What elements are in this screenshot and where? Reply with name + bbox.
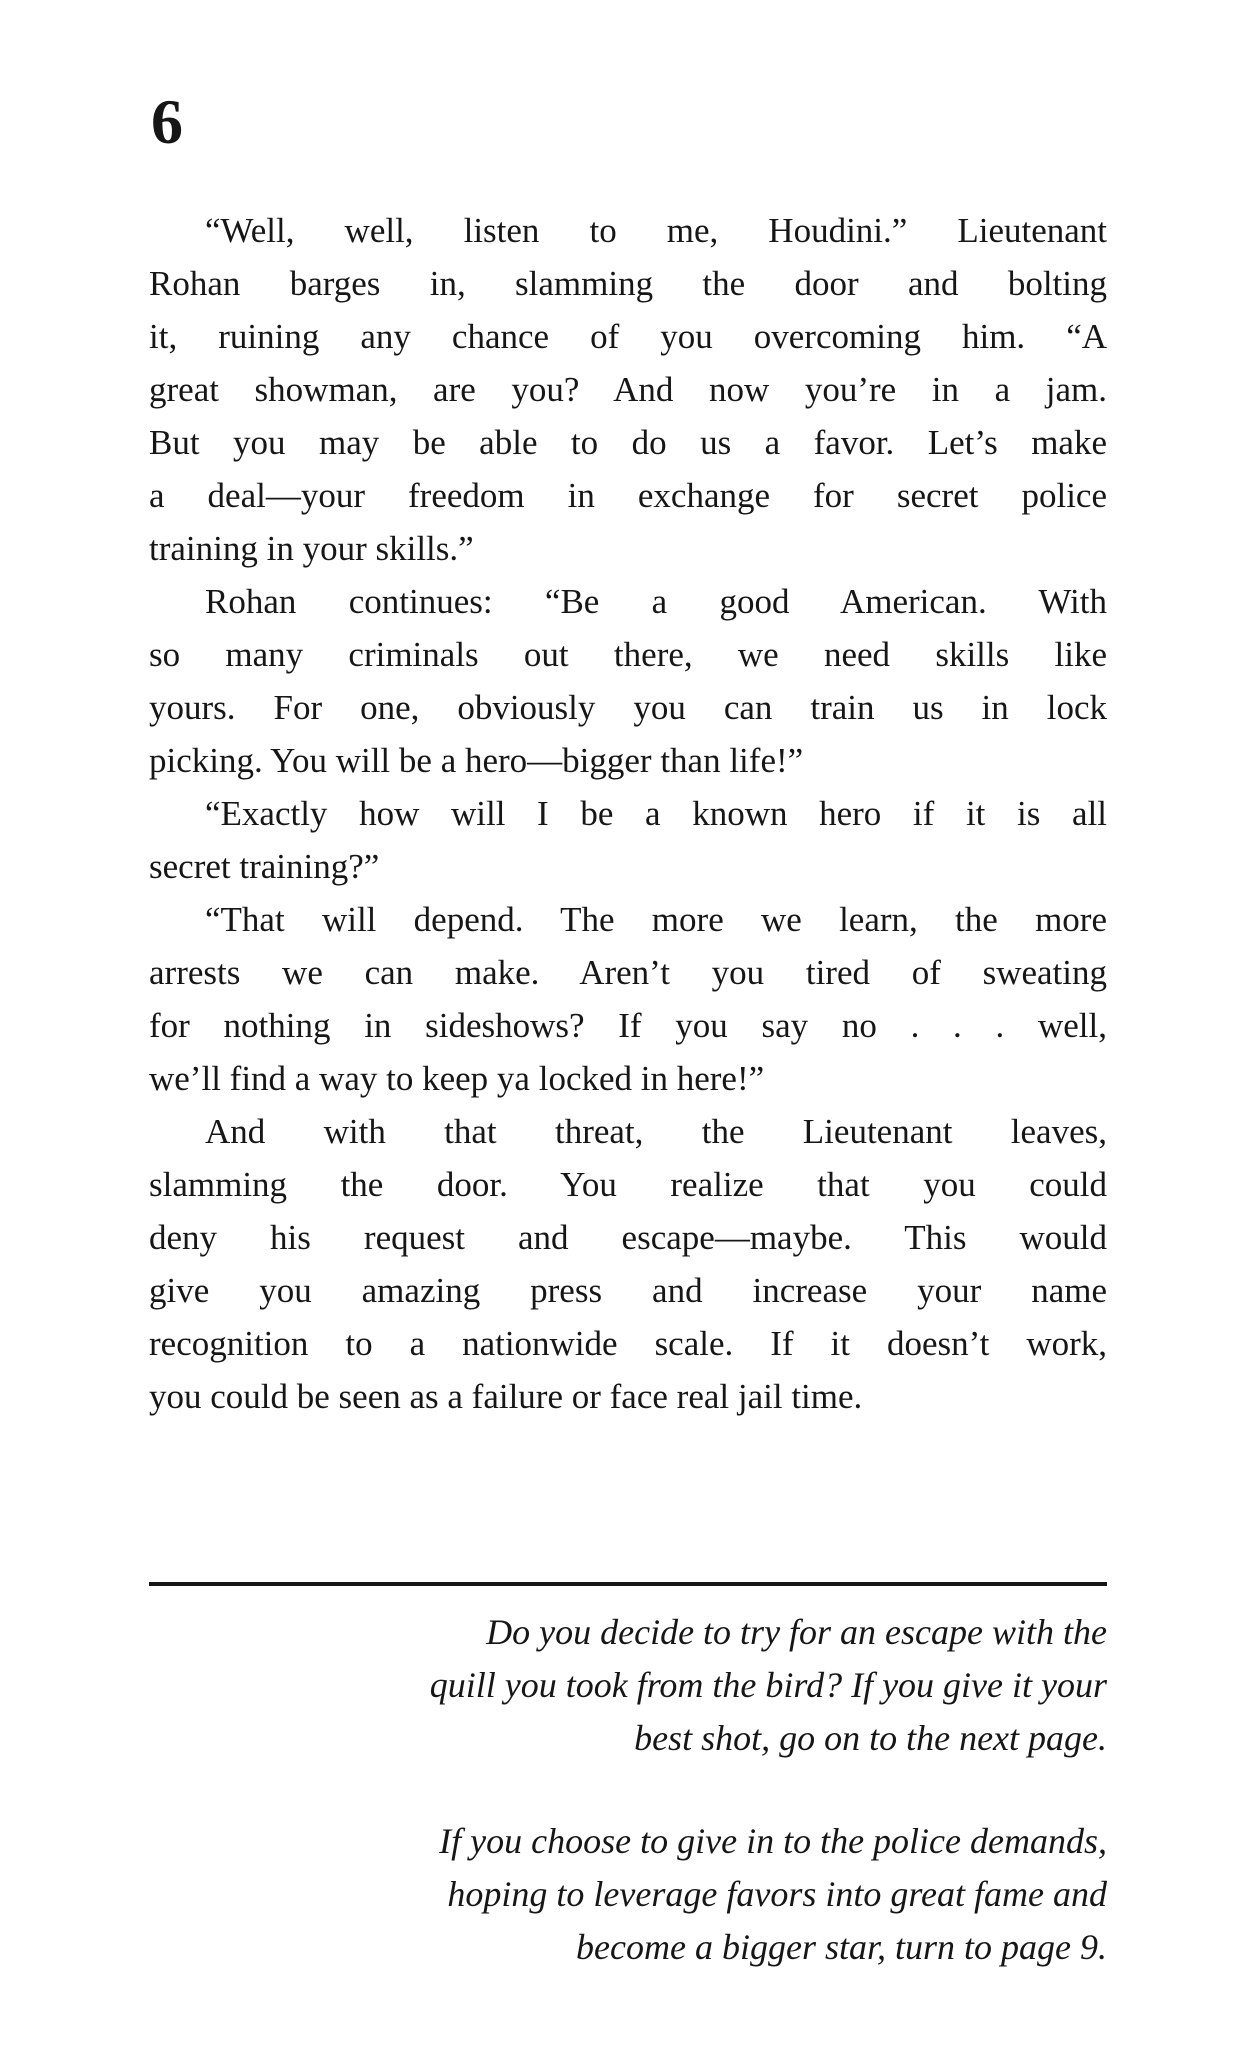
page-number: 6: [151, 86, 183, 157]
choice-line: become a bigger star, turn to page 9.: [576, 1927, 1107, 1967]
story-line: But you may be able to do us a favor. Let’s make: [149, 423, 1107, 462]
choice-option-page-9: [149, 1815, 1107, 1974]
story-line: give you amazing press and increase your name: [149, 1271, 1107, 1310]
story-line: “Exactly how will I be a known hero if it is all: [205, 794, 1107, 833]
story-line: great showman, are you? And now you’re in a jam.: [149, 370, 1107, 409]
story-line: for nothing in sideshows? If you say no . . . well,: [149, 1006, 1107, 1045]
story-line: “Well, well, listen to me, Houdini.” Lieutenant: [205, 211, 1107, 250]
story-text: [149, 204, 1107, 1423]
story-line: picking. You will be a hero—bigger than life!”: [149, 741, 804, 780]
story-line: yours. For one, obviously you can train us in lock: [149, 688, 1107, 727]
choice-line: quill you took from the bird? If you give it your: [429, 1665, 1107, 1705]
story-line: Rohan barges in, slamming the door and bolting: [149, 264, 1107, 303]
story-line: it, ruining any chance of you overcoming him. “A: [149, 317, 1107, 356]
choice-option-next-page: [149, 1606, 1107, 1765]
story-line: And with that threat, the Lieutenant leaves,: [205, 1112, 1107, 1151]
story-line: Rohan continues: “Be a good American. With: [205, 582, 1107, 621]
story-line: deny his request and escape—maybe. This would: [149, 1218, 1107, 1257]
story-line: we’ll find a way to keep ya locked in here!”: [149, 1059, 765, 1098]
story-line: so many criminals out there, we need skills like: [149, 635, 1107, 674]
story-line: secret training?”: [149, 847, 380, 886]
choice-line: hoping to leverage favors into great fame and: [447, 1874, 1107, 1914]
story-line: a deal—your freedom in exchange for secret police: [149, 476, 1107, 515]
story-line: slamming the door. You realize that you could: [149, 1165, 1107, 1204]
story-line: you could be seen as a failure or face real jail time.: [149, 1377, 863, 1416]
story-line: arrests we can make. Aren’t you tired of sweating: [149, 953, 1107, 992]
choice-line: If you choose to give in to the police demands,: [439, 1821, 1107, 1861]
story-line: “That will depend. The more we learn, the more: [205, 900, 1107, 939]
choice-line: best shot, go on to the next page.: [634, 1718, 1107, 1758]
story-line: training in your skills.”: [149, 529, 474, 568]
story-line: recognition to a nationwide scale. If it doesn’t work,: [149, 1324, 1107, 1363]
section-divider: [149, 1582, 1107, 1586]
choice-line: Do you decide to try for an escape with the: [486, 1612, 1107, 1652]
